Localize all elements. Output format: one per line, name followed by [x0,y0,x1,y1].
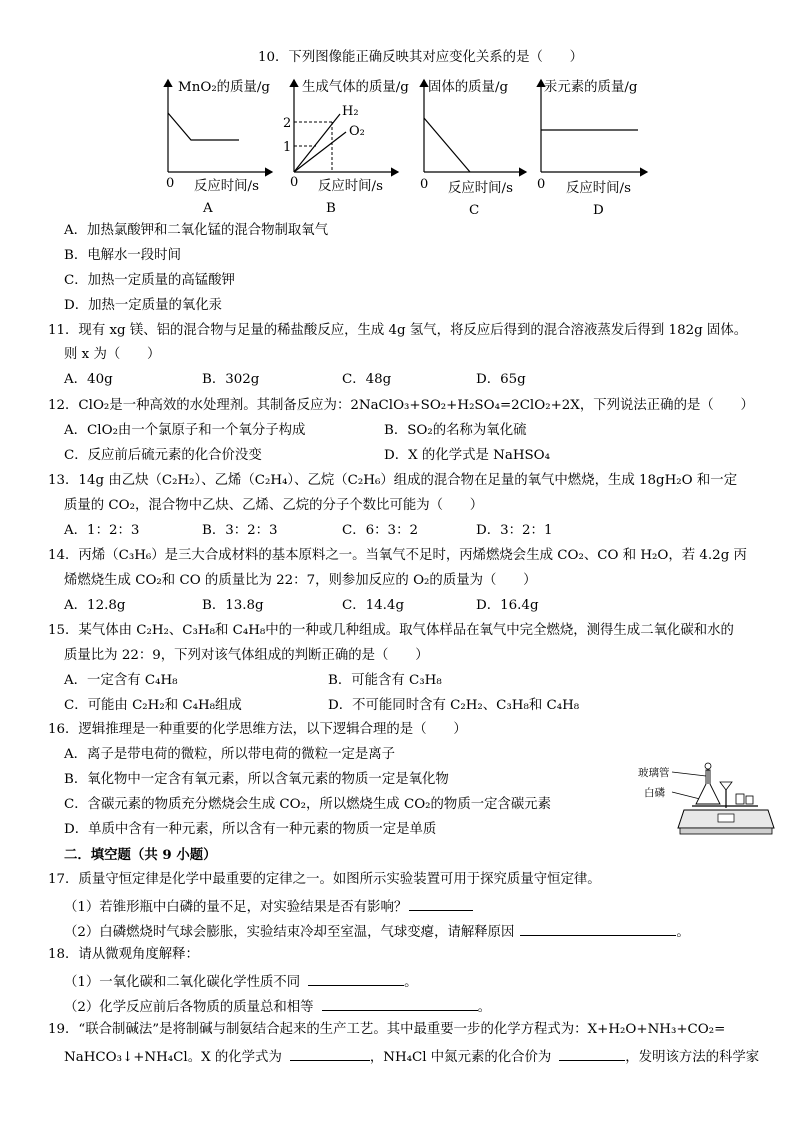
q13-option-c: C．6：3：2 [342,523,418,538]
q19-line2-part-a: NaHCO₃↓+NH₄Cl。X 的化学式为 [64,1050,282,1065]
q13-option-b: B．3：2：3 [202,523,278,538]
q18-sub1-text: （1）一氧化碳和二氧化碳化学性质不同 [64,975,301,990]
q11-option-a: A．40g [64,372,113,387]
q19-line2 [64,1046,759,1067]
graph-b [283,78,409,216]
q14-line1: 14．丙烯（C₃H₆）是三大合成材料的基本原料之一。当氧气不足时，丙烯燃烧会生成 CO₂、CO 和 H₂O，若 4.2g 丙 [48,548,747,563]
graph-c-letter: C [469,203,480,218]
q13-option-a: A．1：2：3 [64,523,140,538]
graph-b-xlabel: 反应时间/s [318,179,383,194]
q14-option-d: D．16.4g [476,598,539,613]
graph-d-letter: D [593,203,604,218]
graph-a [166,79,272,216]
q17-sub2 [64,921,690,942]
q11-option-d: D．65g [476,372,526,387]
balance-apparatus-image [636,762,776,842]
q10-option-b: B．电解水一段时间 [64,248,181,263]
q14-option-a: A．12.8g [64,598,126,613]
q12-stem: 12．ClO₂是一种高效的水处理剂。其制备反应为：2NaClO₃+SO₂+H₂SO₄=2ClO₂+2X，下列说法正确的是（ ） [48,398,754,413]
q11-line1: 11．现有 xg 镁、铝的混合物与足量的稀盐酸反应，生成 4g 氢气，将反应后得到的混合溶液蒸发后得到 182g 固体。 [48,323,748,338]
q15-option-a: A．一定含有 C₄H₈ [64,673,178,688]
q18-sub2-end: 。 [477,1000,491,1015]
q10-stem: 10．下列图像能正确反映其对应变化关系的是（ ） [258,50,584,65]
graph-b-tick-1: 1 [283,140,292,155]
q15-option-c: C．可能由 C₂H₂和 C₄H₈组成 [64,698,242,713]
graph-a-origin: 0 [166,176,175,191]
graph-c-xlabel: 反应时间/s [448,181,513,196]
graph-b-h2-label: H₂ [342,104,359,119]
q17-sub2-answer-blank[interactable] [520,921,676,936]
q15-line2: 质量比为 22：9，下列对该气体组成的判断正确的是（ ） [64,648,429,663]
q17-sub2-end: 。 [676,925,690,940]
q18-sub1-end: 。 [404,975,418,990]
graph-a-letter: A [203,201,213,216]
graph-a-ylabel: MnO₂的质量/g [178,80,270,95]
q11-option-b: B．302g [202,372,260,387]
apparatus-label-white-phosphorus: 白磷 [644,787,665,799]
q11-line2: 则 x 为（ ） [64,347,161,362]
q18-sub2-text: （2）化学反应前后各物质的质量总和相等 [64,1000,314,1015]
q19-line2-part-c: ，发明该方法的科学家 [625,1050,760,1065]
apparatus-label-glass-tube: 玻璃管 [638,767,670,779]
q13-option-d: D．3：2：1 [476,523,553,538]
q13-line2: 质量的 CO₂，混合物中乙炔、乙烯、乙烷的分子个数比可能为（ ） [64,498,484,513]
graph-d-origin: 0 [537,177,546,192]
q15-line1: 15．某气体由 C₂H₂、C₃H₈和 C₄H₈中的一种或几种组成。取气体样品在氧气中完全燃烧，测得生成二氧化碳和水的 [48,623,734,638]
q17-sub1-answer-blank[interactable] [409,896,473,911]
q18-sub1-answer-blank[interactable] [308,971,404,986]
graph-c-ylabel: 固体的质量/g [428,80,509,95]
q17-sub2-text: （2）白磷燃烧时气球会膨胀，实验结束冷却至室温，气球变瘪，请解释原因 [64,925,515,940]
q14-line2: 烯燃烧生成 CO₂和 CO 的质量比为 22：7，则参加反应的 O₂的质量为（ ） [64,573,537,588]
q10-option-c: C．加热一定质量的高锰酸钾 [64,273,235,288]
q18-sub1 [64,971,418,992]
q11-option-c: C．48g [342,372,392,387]
graph-b-ylabel: 生成气体的质量/g [302,80,409,95]
q18-sub2 [64,996,491,1017]
q10-option-a: A．加热氯酸钾和二氧化锰的混合物制取氧气 [64,223,329,238]
q16-option-a: A．离子是带电荷的微粒，所以带电荷的微粒一定是离子 [64,747,396,762]
q17-sub1 [64,896,473,917]
q16-stem: 16．逻辑推理是一种重要的化学思维方法，以下逻辑合理的是（ ） [48,722,467,737]
q10-option-d: D．加热一定质量的氧化汞 [64,298,223,313]
q14-option-b: B．13.8g [202,598,264,613]
q19-formula-answer-blank[interactable] [290,1046,370,1061]
graph-b-letter: B [326,201,336,216]
q12-option-d: D．X 的化学式是 NaHSO₄ [384,448,551,463]
q18-stem: 18．请从微观角度解释： [48,947,199,962]
q19-valence-answer-blank[interactable] [559,1046,625,1061]
q15-option-b: B．可能含有 C₃H₈ [328,673,442,688]
q17-sub1-text: （1）若锥形瓶中白磷的量不足，对实验结果是否有影响？ [64,900,408,915]
graph-b-h2-line [294,114,340,172]
q10-graphs [0,66,794,226]
q19-line1: 19．“联合制碱法”是将制碱与制氨结合起来的生产工艺。其中最重要一步的化学方程式为：X+H₂O+NH₃+CO₂= [48,1022,726,1037]
graph-c-curve [424,118,470,172]
graph-b-origin: 0 [290,175,299,190]
q12-option-c: C．反应前后硫元素的化合价没变 [64,448,262,463]
q18-sub2-answer-blank[interactable] [322,996,478,1011]
q16-option-c: C．含碳元素的物质充分燃烧会生成 CO₂，所以燃烧生成 CO₂的物质一定含碳元素 [64,797,552,812]
q17-stem: 17．质量守恒定律是化学中最重要的定律之一。如图所示实验装置可用于探究质量守恒定律。 [48,872,601,887]
graph-a-curve [168,113,239,140]
graph-a-xlabel: 反应时间/s [194,179,259,194]
graph-c-origin: 0 [420,177,429,192]
q16-option-b: B．氧化物中一定含有氧元素，所以含氧元素的物质一定是氧化物 [64,772,449,787]
section-heading-fill-blank: 二．填空题（共 9 小题） [64,847,217,863]
graph-c [420,78,526,218]
q12-option-a: A．ClO₂由一个氯原子和一个氧分子构成 [64,423,306,438]
q19-line2-part-b: ，NH₄Cl 中氮元素的化合价为 [369,1050,552,1065]
graph-b-o2-line [294,132,346,172]
q13-line1: 13．14g 由乙炔（C₂H₂）、乙烯（C₂H₄）、乙烷（C₂H₆）组成的混合物在足量的氧气中燃烧，生成 18gH₂O 和一定 [48,473,738,488]
q14-option-c: C．14.4g [342,598,405,613]
q16-option-d: D．单质中含有一种元素，所以含有一种元素的物质一定是单质 [64,822,437,837]
graph-b-o2-label: O₂ [349,124,365,139]
graph-d [537,79,647,218]
graph-d-ylabel: 汞元素的质量/g [544,80,638,95]
graph-d-xlabel: 反应时间/s [566,181,631,196]
graph-b-tick-2: 2 [283,116,292,131]
q12-option-b: B．SO₂的名称为氧化硫 [384,423,527,438]
q15-option-d: D．不可能同时含有 C₂H₂、C₃H₈和 C₄H₈ [328,698,580,713]
